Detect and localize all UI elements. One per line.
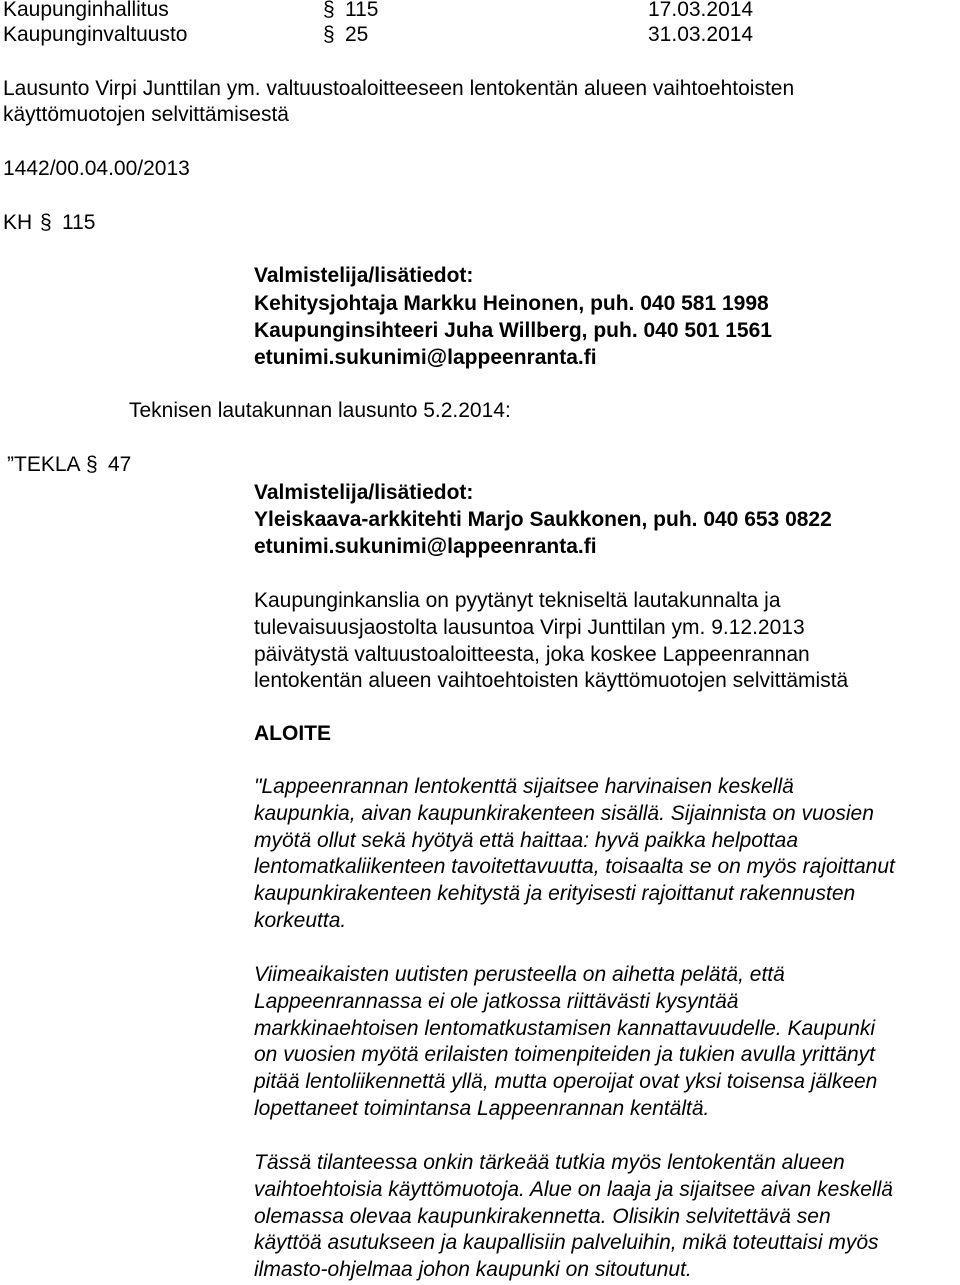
text-line: markkinaehtoisen lentomatkustamisen kannattavuudelle. Kaupunki — [254, 1016, 876, 1040]
text-line: on vuosien myötä erilaisten toimenpiteiden ja tukien avulla yrittänyt — [254, 1043, 876, 1067]
section-sign: § — [86, 453, 98, 476]
body-name: Kaupunginhallitus — [3, 0, 169, 21]
text-line: Lappeenrannassa ei ole jatkossa riittävästi kysyntää — [254, 989, 739, 1013]
section-sign: § — [323, 23, 335, 46]
meeting-date: 17.03.2014 — [648, 0, 754, 21]
text-line: korkeutta. — [254, 908, 347, 932]
kh-label: KH — [3, 211, 33, 234]
text-line: "Lappeenrannan lentokenttä sijaitsee harvinaisen keskellä — [254, 775, 794, 798]
preparer-line: Yleiskaava-arkkitehti Marjo Saukkonen, puh. 040 653 0822 — [254, 508, 832, 531]
preparer-line: Kaupunginsihteeri Juha Willberg, puh. 040 501 1561 — [254, 319, 772, 342]
quote-paragraph-3 — [254, 1150, 960, 1284]
text-line: vaihtoehtoisia käyttömuotoja. Alue on laaja ja sijaitsee aivan keskellä — [254, 1177, 893, 1201]
preparer-email: etunimi.sukunimi@lappeenranta.fi — [254, 535, 597, 558]
meeting-date: 31.03.2014 — [648, 23, 754, 46]
section-sign: § — [323, 0, 335, 21]
quote-paragraph-1 — [254, 774, 960, 935]
text-line: lentomatkaliikenteen tavoitettavuutta, toisaalta se on myös rajoittanut — [254, 855, 895, 879]
preparer-heading: Valmistelija/lisätiedot: — [254, 264, 474, 287]
quote-paragraph-2 — [254, 962, 960, 1123]
section-sign: § — [40, 211, 52, 234]
section-number: 115 — [62, 211, 96, 234]
text-line: päivätystä valtuustoaloitteesta, joka koskee Lappeenrannan — [254, 642, 810, 666]
text-line: pitää lentoliikennettä yllä, mutta operoijat ovat yksi toisensa jälkeen — [254, 1070, 878, 1094]
record-id: 1442/00.04.00/2013 — [3, 157, 190, 180]
text-line: kaupunkirakenteen kehitystä ja erityisesti rajoittanut rakennusten — [254, 882, 856, 906]
title-line: käyttömuotojen selvittämisestä — [3, 103, 289, 126]
statement-heading: Teknisen lautakunnan lausunto 5.2.2014: — [129, 399, 511, 422]
body-name: Kaupunginvaltuusto — [3, 23, 188, 46]
section-number: 47 — [108, 453, 132, 476]
text-line: lentokentän alueen vaihtoehtoisten käyttömuotojen selvittämistä — [254, 669, 849, 693]
text-line: käyttöä asutukseen ja kaupallisiin palveluihin, mikä toteuttaisi myös — [254, 1231, 879, 1255]
intro-paragraph — [254, 588, 960, 695]
preparer-heading: Valmistelija/lisätiedot: — [254, 481, 474, 504]
preparer-email: etunimi.sukunimi@lappeenranta.fi — [254, 346, 597, 369]
text-line: myötä ollut sekä hyötyä että haittaa: hyvä paikka helpottaa — [254, 828, 799, 852]
text-line: Tässä tilanteessa onkin tärkeää tutkia myös lentokentän alueen — [254, 1151, 845, 1174]
section-number: 115 — [345, 0, 379, 21]
text-line: kaupunkia, aivan kaupunkirakenteen sisällä. Sijainnista on vuosien — [254, 801, 874, 825]
text-line: Kaupunginkanslia on pyytänyt tekniseltä lautakunnalta ja — [254, 589, 781, 612]
aloite-heading: ALOITE — [254, 722, 331, 745]
text-line: tulevaisuusjaostolta lausuntoa Virpi Junttilan ym. 9.12.2013 — [254, 615, 805, 639]
text-line: lopettaneet toimintansa Lappeenrannan kentältä. — [254, 1096, 710, 1120]
text-line: ilmasto-ohjelmaa johon kaupunki on sitoutunut. — [254, 1258, 692, 1282]
title-line: Lausunto Virpi Junttilan ym. valtuustoaloitteeseen lentokentän alueen vaihtoehtoisten — [3, 77, 795, 100]
tekla-label: ”TEKLA — [7, 453, 81, 476]
section-number: 25 — [345, 23, 369, 46]
text-line: olemassa olevaa kaupunkirakennetta. Olisikin selvitettävä sen — [254, 1204, 831, 1228]
preparer-line: Kehitysjohtaja Markku Heinonen, puh. 040 581 1998 — [254, 292, 769, 315]
text-line: Viimeaikaisten uutisten perusteella on aihetta pelätä, että — [254, 963, 785, 986]
